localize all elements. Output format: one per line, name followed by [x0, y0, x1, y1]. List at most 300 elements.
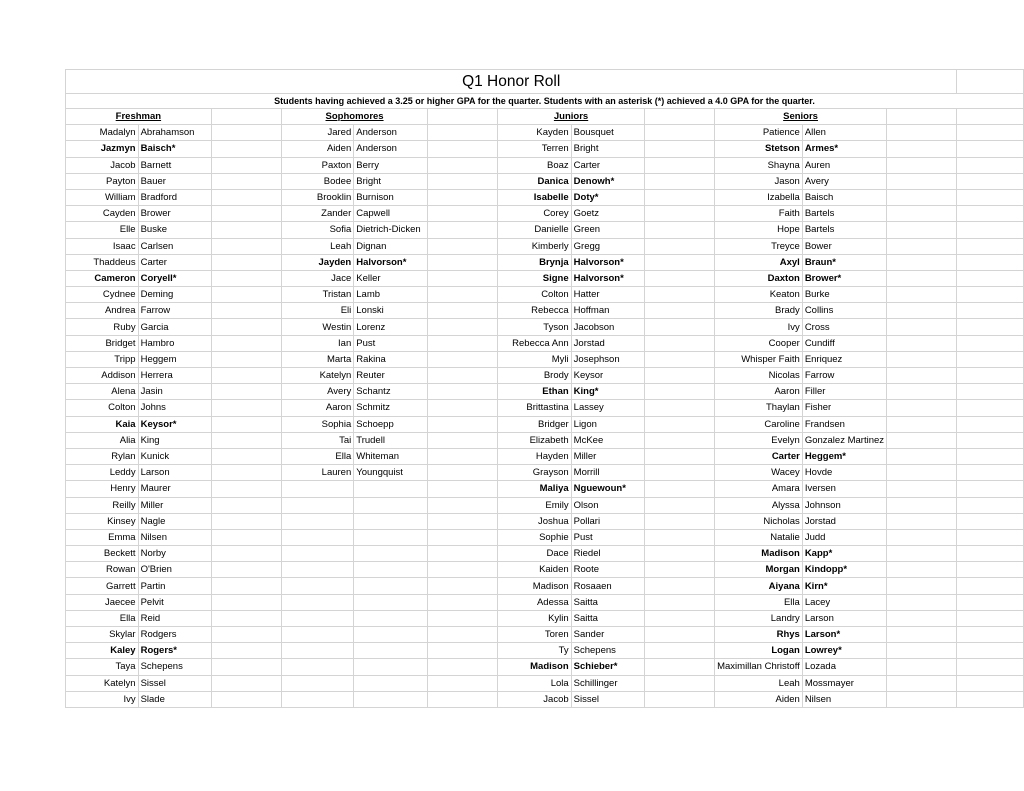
student-first-name: Joshua: [498, 513, 571, 529]
student-first-name: Ella: [715, 594, 803, 610]
empty-cell: [957, 351, 1024, 367]
student-first-name: Kinsey: [66, 513, 139, 529]
empty-cell: [957, 432, 1024, 448]
student-first-name: Henry: [66, 481, 139, 497]
empty-cell: [644, 448, 714, 464]
empty-cell: [957, 238, 1024, 254]
empty-cell: [282, 497, 354, 513]
student-first-name: Jace: [282, 270, 354, 286]
student-last-name: Hatter: [571, 287, 644, 303]
empty-cell: [887, 465, 957, 481]
empty-cell: [887, 529, 957, 545]
student-first-name: Axyl: [715, 254, 803, 270]
student-first-name: Kaiden: [498, 562, 571, 578]
empty-cell: [644, 675, 714, 691]
student-first-name: Jacob: [66, 157, 139, 173]
empty-cell: [957, 287, 1024, 303]
table-row: [66, 157, 1024, 173]
empty-cell: [644, 141, 714, 157]
table-row: [66, 287, 1024, 303]
student-last-name: Jasin: [138, 384, 211, 400]
empty-cell: [644, 270, 714, 286]
empty-cell: [887, 513, 957, 529]
student-last-name: Pelvit: [138, 594, 211, 610]
empty-cell: [644, 384, 714, 400]
heading-sophomores: Sophomores: [282, 109, 428, 125]
empty-cell: [957, 659, 1024, 675]
empty-cell: [644, 238, 714, 254]
student-first-name: Danica: [498, 173, 571, 189]
student-first-name: Grayson: [498, 465, 571, 481]
empty-cell: [428, 675, 498, 691]
student-first-name: Madison: [715, 546, 803, 562]
empty-cell: [211, 400, 281, 416]
table-row: [66, 562, 1024, 578]
empty-cell: [887, 254, 957, 270]
student-first-name: Brynja: [498, 254, 571, 270]
table-row: [66, 416, 1024, 432]
student-last-name: Lamb: [354, 287, 428, 303]
empty-cell: [957, 675, 1024, 691]
student-first-name: Faith: [715, 206, 803, 222]
empty-cell: [428, 497, 498, 513]
table-row: [66, 125, 1024, 141]
empty-cell: [957, 448, 1024, 464]
student-last-name: Brower: [138, 206, 211, 222]
empty-cell: [211, 335, 281, 351]
empty-cell: [887, 432, 957, 448]
empty-cell: [887, 368, 957, 384]
empty-cell: [887, 173, 957, 189]
student-last-name: Larson: [138, 465, 211, 481]
empty-cell: [428, 659, 498, 675]
empty-cell: [644, 578, 714, 594]
empty-cell: [887, 319, 957, 335]
empty-cell: [644, 400, 714, 416]
student-first-name: Ian: [282, 335, 354, 351]
table-row: [66, 497, 1024, 513]
student-last-name: Green: [571, 222, 644, 238]
empty-cell: [887, 384, 957, 400]
empty-cell: [211, 448, 281, 464]
empty-cell: [957, 303, 1024, 319]
student-last-name: Roote: [571, 562, 644, 578]
student-first-name: Ivy: [715, 319, 803, 335]
student-last-name: Heggem: [138, 351, 211, 367]
table-row: [66, 206, 1024, 222]
student-first-name: Madison: [498, 578, 571, 594]
empty-cell: [957, 206, 1024, 222]
empty-cell: [428, 562, 498, 578]
empty-cell: [428, 351, 498, 367]
empty-cell: [211, 562, 281, 578]
student-first-name: Isabelle: [498, 189, 571, 205]
student-last-name: Abrahamson: [138, 125, 211, 141]
student-first-name: Maximillan Christoff: [715, 659, 803, 675]
student-first-name: Rylan: [66, 448, 139, 464]
student-last-name: Enriquez: [802, 351, 886, 367]
student-first-name: Emma: [66, 529, 139, 545]
student-first-name: Morgan: [715, 562, 803, 578]
empty-cell: [354, 562, 428, 578]
empty-cell: [428, 157, 498, 173]
empty-cell: [428, 254, 498, 270]
student-first-name: Bridget: [66, 335, 139, 351]
empty-cell: [644, 319, 714, 335]
student-last-name: Jorstad: [571, 335, 644, 351]
student-last-name: Deming: [138, 287, 211, 303]
student-last-name: Ligon: [571, 416, 644, 432]
student-first-name: Madison: [498, 659, 571, 675]
empty-cell: [957, 627, 1024, 643]
student-first-name: Addison: [66, 368, 139, 384]
student-first-name: Jayden: [282, 254, 354, 270]
student-last-name: Hambro: [138, 335, 211, 351]
student-first-name: Colton: [66, 400, 139, 416]
student-first-name: Aiyana: [715, 578, 803, 594]
empty-cell: [887, 594, 957, 610]
student-first-name: Marta: [282, 351, 354, 367]
student-last-name: Iversen: [802, 481, 886, 497]
student-last-name: Goetz: [571, 206, 644, 222]
empty-cell: [428, 432, 498, 448]
student-last-name: Mossmayer: [802, 675, 886, 691]
student-last-name: Nguewoun*: [571, 481, 644, 497]
student-last-name: Pust: [354, 335, 428, 351]
student-last-name: Halvorson*: [571, 270, 644, 286]
empty-cell: [428, 368, 498, 384]
student-first-name: Ethan: [498, 384, 571, 400]
table-row: [66, 594, 1024, 610]
empty-cell: [644, 351, 714, 367]
student-last-name: Nilsen: [138, 529, 211, 545]
student-last-name: Jacobson: [571, 319, 644, 335]
empty-cell: [428, 270, 498, 286]
student-last-name: Johnson: [802, 497, 886, 513]
student-first-name: Leah: [282, 238, 354, 254]
student-first-name: Whisper Faith: [715, 351, 803, 367]
table-row: [66, 141, 1024, 157]
student-last-name: Capwell: [354, 206, 428, 222]
student-first-name: Madalyn: [66, 125, 139, 141]
student-first-name: Cameron: [66, 270, 139, 286]
student-last-name: Whiteman: [354, 448, 428, 464]
student-last-name: King*: [571, 384, 644, 400]
student-first-name: Alyssa: [715, 497, 803, 513]
student-last-name: Fisher: [802, 400, 886, 416]
empty-cell: [644, 643, 714, 659]
student-last-name: Bright: [571, 141, 644, 157]
student-last-name: Schoepp: [354, 416, 428, 432]
student-last-name: Gonzalez Martinez: [802, 432, 886, 448]
empty-cell: [957, 319, 1024, 335]
empty-cell: [644, 287, 714, 303]
student-last-name: Braun*: [802, 254, 886, 270]
empty-cell: [644, 627, 714, 643]
empty-cell: [428, 481, 498, 497]
student-last-name: Lozada: [802, 659, 886, 675]
empty-cell: [644, 691, 714, 707]
student-first-name: Leddy: [66, 465, 139, 481]
empty-cell: [957, 222, 1024, 238]
page-title: Q1 Honor Roll: [66, 70, 957, 94]
student-first-name: Lola: [498, 675, 571, 691]
student-first-name: Skylar: [66, 627, 139, 643]
empty-cell: [644, 222, 714, 238]
empty-cell: [428, 319, 498, 335]
empty-cell: [957, 141, 1024, 157]
empty-cell: [957, 125, 1024, 141]
student-last-name: Rodgers: [138, 627, 211, 643]
student-last-name: Buske: [138, 222, 211, 238]
student-first-name: Izabella: [715, 189, 803, 205]
student-last-name: Saitta: [571, 610, 644, 626]
table-row: [66, 368, 1024, 384]
student-last-name: Dignan: [354, 238, 428, 254]
student-first-name: Rowan: [66, 562, 139, 578]
student-first-name: Elizabeth: [498, 432, 571, 448]
empty-cell: [887, 497, 957, 513]
student-first-name: Wacey: [715, 465, 803, 481]
empty-cell: [957, 562, 1024, 578]
empty-cell: [354, 691, 428, 707]
student-last-name: Bousquet: [571, 125, 644, 141]
student-last-name: McKee: [571, 432, 644, 448]
student-first-name: Patience: [715, 125, 803, 141]
student-last-name: Halvorson*: [354, 254, 428, 270]
student-first-name: Isaac: [66, 238, 139, 254]
student-last-name: Schantz: [354, 384, 428, 400]
student-first-name: Myli: [498, 351, 571, 367]
empty-cell: [887, 222, 957, 238]
student-last-name: Anderson: [354, 125, 428, 141]
empty-cell: [428, 610, 498, 626]
student-last-name: Schepens: [571, 643, 644, 659]
student-first-name: Westin: [282, 319, 354, 335]
student-last-name: Maurer: [138, 481, 211, 497]
student-first-name: Kylin: [498, 610, 571, 626]
table-row: [66, 384, 1024, 400]
student-first-name: Dace: [498, 546, 571, 562]
empty-cell: [354, 529, 428, 545]
student-last-name: Farrow: [138, 303, 211, 319]
student-first-name: Leah: [715, 675, 803, 691]
empty-cell: [211, 173, 281, 189]
empty-cell: [644, 173, 714, 189]
student-first-name: Ella: [66, 610, 139, 626]
empty-cell: [211, 189, 281, 205]
table-row: [66, 465, 1024, 481]
empty-cell: [428, 643, 498, 659]
empty-cell: [282, 691, 354, 707]
empty-cell: [428, 303, 498, 319]
student-last-name: Frandsen: [802, 416, 886, 432]
table-row: [66, 400, 1024, 416]
student-last-name: Avery: [802, 173, 886, 189]
student-last-name: Judd: [802, 529, 886, 545]
student-first-name: Ty: [498, 643, 571, 659]
student-first-name: Logan: [715, 643, 803, 659]
student-last-name: Carter: [571, 157, 644, 173]
student-first-name: Cooper: [715, 335, 803, 351]
student-last-name: Coryell*: [138, 270, 211, 286]
student-last-name: Nilsen: [802, 691, 886, 707]
empty-cell: [354, 513, 428, 529]
empty-cell: [957, 643, 1024, 659]
empty-cell: [211, 497, 281, 513]
empty-cell: [428, 529, 498, 545]
student-first-name: Carter: [715, 448, 803, 464]
empty-cell: [887, 270, 957, 286]
student-first-name: Reilly: [66, 497, 139, 513]
empty-cell: [887, 610, 957, 626]
empty-cell: [887, 238, 957, 254]
student-last-name: Garcia: [138, 319, 211, 335]
student-last-name: Collins: [802, 303, 886, 319]
table-row: [66, 303, 1024, 319]
student-first-name: Thaddeus: [66, 254, 139, 270]
table-row: [66, 448, 1024, 464]
student-first-name: William: [66, 189, 139, 205]
empty-cell: [211, 675, 281, 691]
student-last-name: Carter: [138, 254, 211, 270]
empty-cell: [428, 173, 498, 189]
student-last-name: Keysor*: [138, 416, 211, 432]
student-last-name: Brower*: [802, 270, 886, 286]
student-first-name: Toren: [498, 627, 571, 643]
empty-cell: [428, 141, 498, 157]
student-last-name: Filler: [802, 384, 886, 400]
heading-juniors: Juniors: [498, 109, 644, 125]
empty-cell: [957, 70, 1024, 94]
honor-roll-sheet: [65, 69, 1024, 708]
title-row: [66, 70, 1024, 94]
student-first-name: Brody: [498, 368, 571, 384]
student-last-name: King: [138, 432, 211, 448]
student-last-name: Nagle: [138, 513, 211, 529]
student-last-name: Anderson: [354, 141, 428, 157]
empty-cell: [211, 109, 281, 125]
student-last-name: Josephson: [571, 351, 644, 367]
student-last-name: Kirn*: [802, 578, 886, 594]
empty-cell: [887, 141, 957, 157]
empty-cell: [428, 448, 498, 464]
student-last-name: Trudell: [354, 432, 428, 448]
student-first-name: Jazmyn: [66, 141, 139, 157]
empty-cell: [957, 546, 1024, 562]
student-last-name: Reuter: [354, 368, 428, 384]
empty-cell: [211, 319, 281, 335]
student-first-name: Treyce: [715, 238, 803, 254]
empty-cell: [211, 465, 281, 481]
student-last-name: Saitta: [571, 594, 644, 610]
table-row: [66, 610, 1024, 626]
student-last-name: Lassey: [571, 400, 644, 416]
student-first-name: Alena: [66, 384, 139, 400]
empty-cell: [957, 465, 1024, 481]
student-first-name: Daxton: [715, 270, 803, 286]
student-last-name: Jorstad: [802, 513, 886, 529]
empty-cell: [887, 335, 957, 351]
empty-cell: [887, 659, 957, 675]
student-last-name: Rakina: [354, 351, 428, 367]
empty-cell: [211, 643, 281, 659]
student-first-name: Maliya: [498, 481, 571, 497]
empty-cell: [957, 368, 1024, 384]
empty-cell: [282, 529, 354, 545]
empty-cell: [887, 675, 957, 691]
student-last-name: Lacey: [802, 594, 886, 610]
student-last-name: Miller: [138, 497, 211, 513]
empty-cell: [644, 481, 714, 497]
empty-cell: [644, 206, 714, 222]
student-last-name: Schillinger: [571, 675, 644, 691]
empty-cell: [282, 481, 354, 497]
empty-cell: [282, 659, 354, 675]
empty-cell: [428, 189, 498, 205]
student-last-name: Burnison: [354, 189, 428, 205]
student-last-name: Kunick: [138, 448, 211, 464]
student-first-name: Nicolas: [715, 368, 803, 384]
student-first-name: Tristan: [282, 287, 354, 303]
student-last-name: Miller: [571, 448, 644, 464]
empty-cell: [428, 627, 498, 643]
student-last-name: Gregg: [571, 238, 644, 254]
empty-cell: [644, 303, 714, 319]
table-row: [66, 319, 1024, 335]
student-last-name: Sissel: [138, 675, 211, 691]
empty-cell: [887, 400, 957, 416]
student-first-name: Terren: [498, 141, 571, 157]
empty-cell: [354, 610, 428, 626]
table-row: [66, 513, 1024, 529]
student-first-name: Ruby: [66, 319, 139, 335]
empty-cell: [282, 643, 354, 659]
empty-cell: [887, 546, 957, 562]
student-first-name: Caroline: [715, 416, 803, 432]
empty-cell: [354, 627, 428, 643]
empty-cell: [211, 384, 281, 400]
student-last-name: Keysor: [571, 368, 644, 384]
empty-cell: [957, 497, 1024, 513]
student-last-name: Cundiff: [802, 335, 886, 351]
empty-cell: [957, 416, 1024, 432]
empty-cell: [887, 303, 957, 319]
table-row: [66, 481, 1024, 497]
empty-cell: [354, 497, 428, 513]
student-first-name: Sofia: [282, 222, 354, 238]
empty-cell: [211, 368, 281, 384]
empty-cell: [644, 562, 714, 578]
empty-cell: [957, 529, 1024, 545]
empty-cell: [957, 109, 1024, 125]
student-last-name: Bartels: [802, 222, 886, 238]
empty-cell: [957, 189, 1024, 205]
student-first-name: Jason: [715, 173, 803, 189]
empty-cell: [428, 546, 498, 562]
empty-cell: [428, 335, 498, 351]
student-first-name: Amara: [715, 481, 803, 497]
student-first-name: Signe: [498, 270, 571, 286]
empty-cell: [644, 659, 714, 675]
student-last-name: Morrill: [571, 465, 644, 481]
empty-cell: [887, 206, 957, 222]
empty-cell: [211, 303, 281, 319]
student-first-name: Kayden: [498, 125, 571, 141]
table-row: [66, 675, 1024, 691]
student-first-name: Bridger: [498, 416, 571, 432]
student-first-name: Jaecee: [66, 594, 139, 610]
